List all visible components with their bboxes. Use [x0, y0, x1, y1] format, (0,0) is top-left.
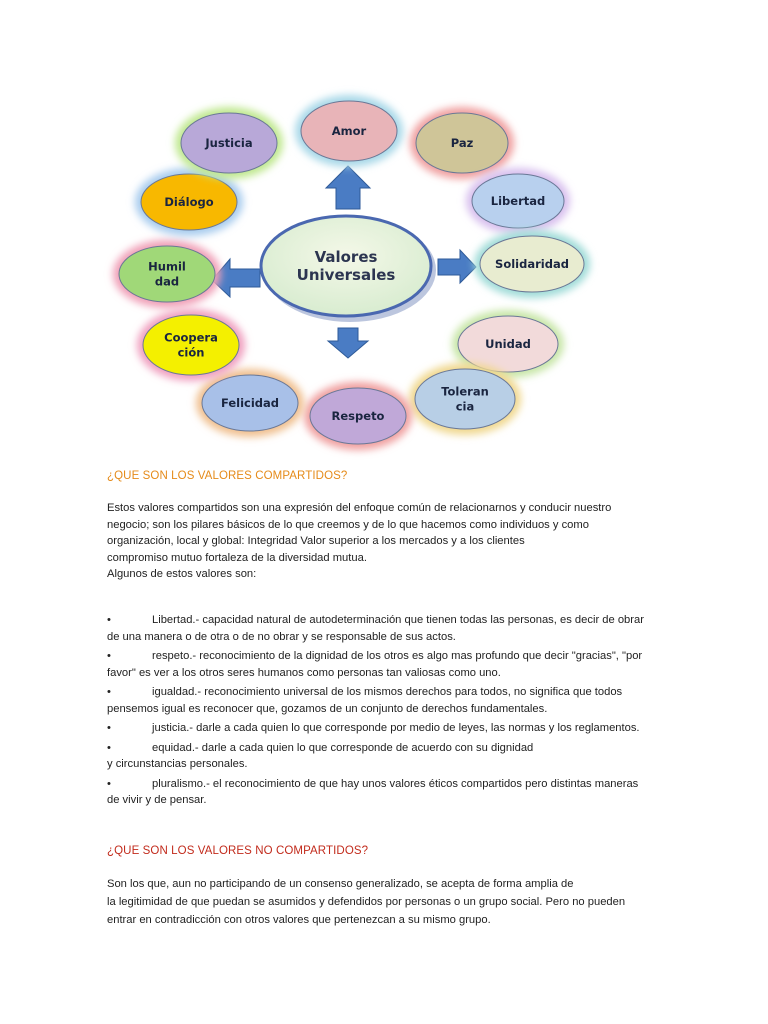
node-label: Justicia: [205, 136, 253, 150]
value-node-paz: [410, 107, 514, 179]
value-node-cooperacion: [137, 309, 245, 381]
node-label: dad: [154, 274, 180, 289]
list-item: [107, 684, 667, 717]
list-item-text: de una manera o de otra o de no obrar y se responsable de sus actos.: [107, 630, 456, 643]
list-item-text: equidad.- darle a cada quien lo que corresponde de acuerdo con su dignidad: [152, 741, 534, 754]
bullet-icon: •: [107, 614, 111, 626]
node-label: Felicidad: [220, 396, 280, 410]
paragraph-line: Son los que, aun no participando de un consenso generalizado, se acepta de forma amplia de: [107, 878, 574, 890]
node-label: Solidaridad: [495, 257, 569, 271]
center-node: [261, 216, 436, 322]
list-item-text: pensemos igual es reconocer que, gozamos de un conjunto de derechos fundamentales.: [107, 702, 548, 715]
node-label: Paz: [450, 136, 474, 150]
node-label: ción: [177, 345, 205, 360]
paragraph-line: entrar en contradicción con otros valores que pertenezcan a su mismo grupo.: [107, 914, 491, 926]
list-item-text: y circunstancias personales.: [107, 758, 248, 770]
values-list: [107, 612, 667, 812]
list-item-text: respeto.- reconocimiento de la dignidad de los otros es algo mas profundo que decir "gracias", "por: [152, 650, 643, 662]
value-node-amor: [295, 95, 403, 167]
value-node-tolerancia: [409, 363, 521, 435]
arrow-right-icon: [438, 250, 476, 283]
center-title-line2: Universales: [296, 266, 396, 284]
arrow-down-icon: [328, 328, 368, 358]
value-node-respeto: [304, 382, 412, 450]
node-label: Humil: [148, 259, 186, 274]
list-item-text: de vivir y de pensar.: [107, 794, 207, 806]
value-node-libertad: [466, 168, 570, 234]
node-label: Amor: [331, 124, 367, 138]
list-item-text: pluralismo.- el reconocimiento de que hay unos valores éticos compartidos pero distintas maneras: [152, 777, 639, 790]
paragraph-line: la legitimidad de que puedan se asumidos y defendidos por personas o un grupo social. Pero no pueden: [107, 896, 626, 908]
list-item: [107, 740, 667, 773]
value-node-humildad: [113, 240, 221, 308]
node-label: cia: [455, 399, 475, 414]
bullet-icon: •: [107, 741, 111, 754]
bullet-icon: •: [107, 777, 111, 790]
value-node-felicidad: [196, 369, 304, 437]
list-item-text: igualdad.- reconocimiento universal de los mismos derechos para todos, no significa que todos: [152, 686, 623, 698]
paragraph-line: Algunos de estos valores son:: [107, 568, 257, 580]
list-item-text: favor" es ver a los otros seres humanos como personas tan valiosas como uno.: [107, 666, 501, 679]
section2-heading: ¿QUE SON LOS VALORES NO COMPARTIDOS?: [107, 845, 369, 857]
paragraph-line: compromiso mutuo fortaleza de la diversidad mutua.: [107, 551, 367, 564]
value-node-solidaridad: [474, 230, 590, 298]
value-node-justicia: [175, 107, 283, 179]
list-item-text: justicia.- darle a cada quien lo que corresponde por medio de leyes, las normas y los reglamentos.: [152, 722, 640, 734]
node-label: Respeto: [331, 409, 385, 423]
bullet-icon: •: [107, 686, 111, 698]
node-label: Unidad: [485, 337, 531, 351]
list-item: [107, 776, 667, 809]
node-label: Toleran: [441, 384, 489, 399]
paragraph-line: organización, local y global: Integridad Valor superior a los mercados y a los clientes: [107, 535, 525, 547]
list-item: [107, 612, 667, 645]
bullet-icon: •: [107, 722, 111, 734]
node-label: Coopera: [164, 330, 218, 345]
section1-heading: ¿QUE SON LOS VALORES COMPARTIDOS?: [107, 470, 348, 482]
arrow-up-icon: [326, 166, 370, 209]
valores-diagram: [100, 96, 569, 446]
section2-paragraph: [107, 875, 667, 929]
paragraph-line: negocio; son los pilares básicos de lo que creemos y de lo que hacemos como individuos y como: [107, 518, 589, 531]
node-label: Libertad: [490, 194, 546, 208]
list-item: [107, 720, 667, 737]
bullet-icon: •: [107, 650, 111, 662]
paragraph-line: Estos valores compartidos son una expresión del enfoque común de relacionarnos y conducir nuestro: [107, 502, 612, 514]
node-label: Diálogo: [164, 195, 214, 209]
list-item-text: Libertad.- capacidad natural de autodeterminación que tienen todas las personas, es decir de obrar: [152, 614, 644, 626]
center-title-line1: Valores: [314, 248, 378, 266]
section1-paragraph: [107, 500, 667, 583]
list-item: [107, 648, 667, 681]
